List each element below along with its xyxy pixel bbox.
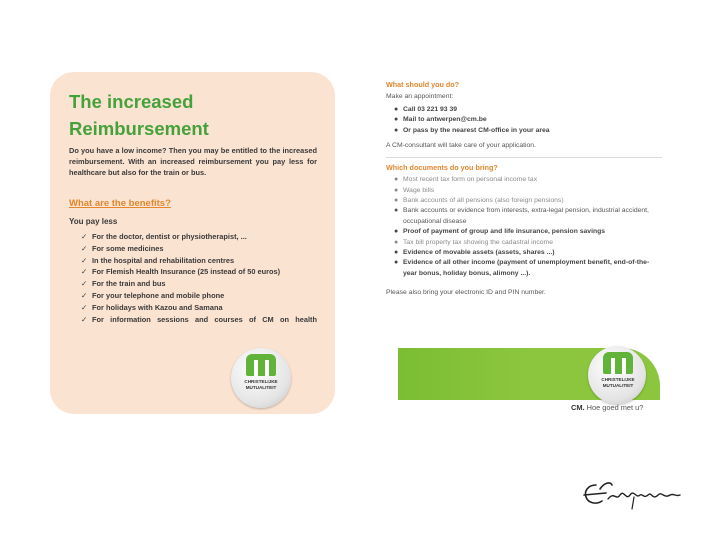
documents-heading: Which documents do you bring? — [386, 163, 498, 173]
cm-logo-text: CHRISTELIJKE MUTUALITEIT — [244, 379, 278, 390]
bullet-icon: ● — [394, 176, 399, 184]
check-icon: ✓ — [81, 302, 88, 312]
check-icon: ✓ — [81, 243, 88, 253]
check-icon: ✓ — [81, 314, 88, 324]
bullet-icon: ● — [394, 186, 399, 194]
bullet-icon: ● — [394, 106, 399, 113]
document-item: ● Proof of payment of group and life insurance, pension savings — [386, 227, 662, 237]
reimbursement-flyer-right — [386, 80, 662, 298]
consultant-note: A CM-consultant will take care of your application. — [386, 142, 536, 150]
benefit-item: ✓ For your telephone and mobile phone — [81, 290, 225, 300]
cm-logo-badge — [231, 348, 291, 408]
document-item: ● Bank accounts or evidence from interests, extra-legal pension, industrial accident, occupational disease — [394, 207, 649, 225]
check-icon: ✓ — [81, 232, 88, 241]
appointment-item: ● Or pass by the nearest CM-office in your area — [386, 126, 662, 136]
benefit-item: ✓ For holidays with Kazou and Samana — [81, 302, 223, 312]
bullet-icon: ● — [394, 126, 399, 134]
what-to-do-heading: What should you do? — [386, 80, 460, 89]
cm-slogan: CM. Hoe goed met u? — [571, 403, 644, 412]
benefit-item: ✓ For some medicines — [81, 243, 164, 253]
document-item: ● Wage bills — [386, 186, 662, 196]
benefit-item: ✓ For information sessions and courses of CM on health — [81, 314, 317, 324]
cm-logo-icon — [603, 352, 633, 374]
bullet-icon: ● — [394, 207, 399, 215]
erasmus-signature-logo — [576, 475, 684, 513]
appointment-item: ● Mail to antwerpen@cm.be — [386, 115, 662, 125]
cm-logo-icon — [246, 354, 276, 376]
you-pay-less-label: You pay less — [69, 217, 118, 226]
bullet-icon: ● — [394, 238, 399, 246]
document-item: ● Tax bill property tax showing the cadastral income — [386, 238, 662, 248]
document-item: ● Bank accounts of all pensions (also foreign pensions) — [386, 196, 662, 206]
appointment-label: Make an appointment: — [386, 93, 454, 100]
bullet-icon: ● — [394, 259, 399, 267]
check-icon: ✓ — [81, 267, 88, 277]
benefit-item: ✓ For the doctor, dentist or physiotherapist, ... — [81, 232, 247, 241]
documents-list — [386, 175, 662, 279]
id-note: Please also bring your electronic ID and PIN number. — [386, 289, 546, 297]
document-item: ● Evidence of movable assets (assets, shares ...) — [386, 248, 662, 258]
appointment-list — [386, 105, 662, 136]
intro-paragraph: Do you have a low income? Then you may be entitled to the increased reimbursement. With an increased reimbursement you pay less for healthcare but also for the train or bus. — [69, 146, 317, 177]
cm-logo-text: CHRISTELIJKE MUTUALITEIT — [601, 377, 635, 388]
check-icon: ✓ — [81, 255, 88, 265]
bullet-icon: ● — [394, 116, 399, 124]
benefit-item: ✓ For Flemish Health Insurance (25 instead of 50 euros) — [81, 267, 281, 277]
bullet-icon: ● — [394, 249, 399, 257]
document-item: ● Evidence of all other income (payment of unemployment benefit, end-of-the-year bonus, holiday bonus, alimony ...). — [394, 259, 650, 277]
benefit-item: ✓ In the hospital and rehabilitation centres — [81, 255, 235, 265]
document-item: ● Most recent tax form on personal income tax — [386, 175, 662, 185]
benefit-item: ✓ For the train and bus — [81, 279, 166, 289]
benefits-heading: What are the benefits? — [69, 198, 171, 209]
appointment-item: ● Call 03 221 93 39 — [386, 105, 662, 115]
benefits-list — [81, 231, 317, 325]
check-icon: ✓ — [81, 279, 88, 289]
reimbursement-flyer-left — [50, 72, 335, 414]
check-icon: ✓ — [81, 290, 88, 300]
divider — [386, 157, 662, 158]
bullet-icon: ● — [394, 197, 399, 205]
bullet-icon: ● — [394, 228, 399, 236]
cm-logo-badge-right — [588, 346, 646, 404]
flyer-title: The increased Reimbursement — [69, 91, 209, 139]
